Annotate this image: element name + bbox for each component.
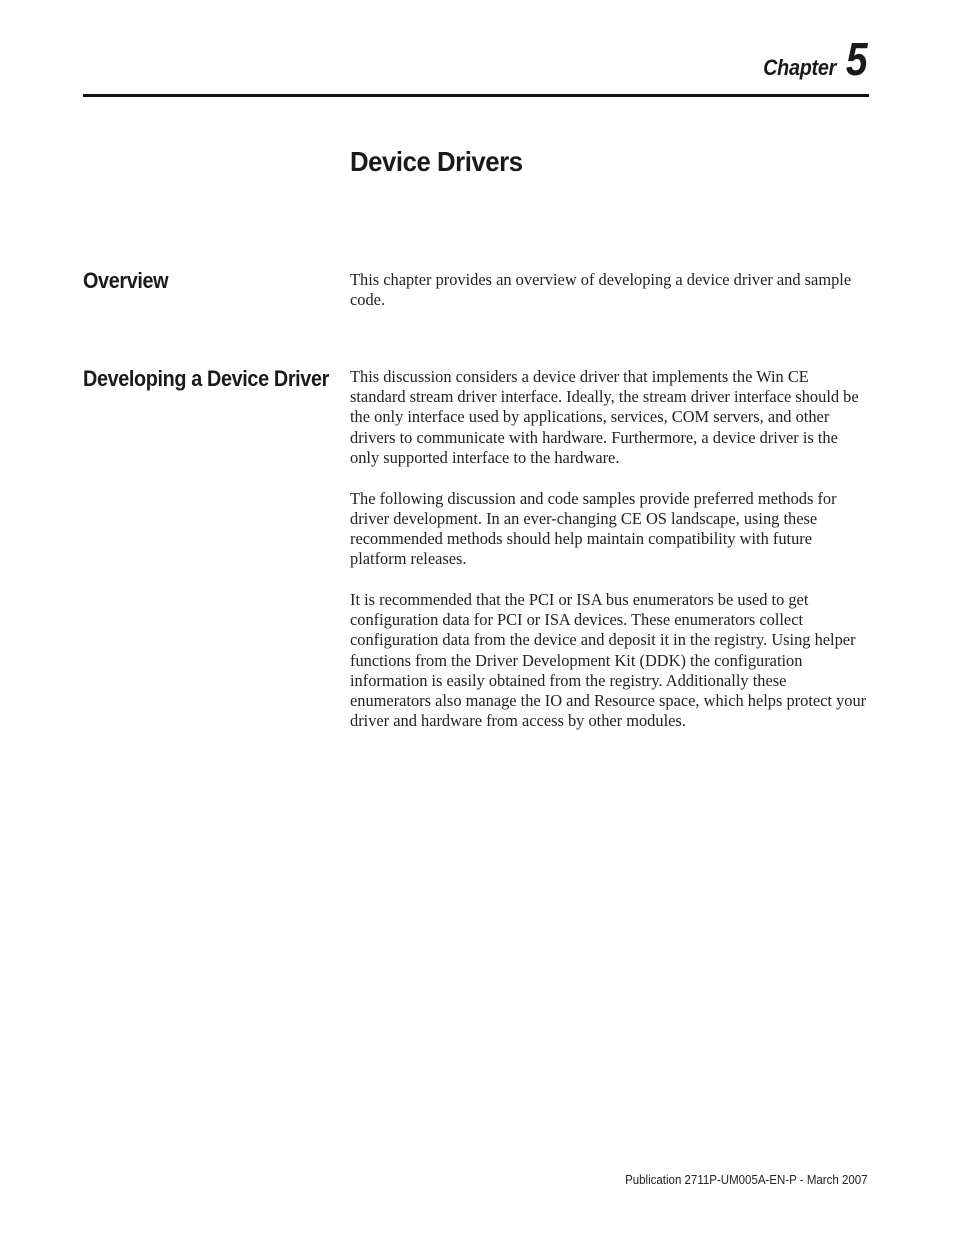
paragraph: This chapter provides an overview of developing a device driver and sample code. [350, 270, 852, 310]
chapter-label: Chapter [763, 55, 837, 80]
section-body-developing [350, 367, 868, 752]
header-rule [83, 94, 869, 97]
paragraph: The following discussion and code samples provide preferred methods for driver development. In an ever-changing CE OS landscape, using these recommended methods should help maintain compatibility with future platform releases. [350, 488, 837, 569]
section-body-overview [350, 270, 868, 331]
paragraph: This discussion considers a device driver that implements the Win CE standard stream driver interface. Ideally, the stream driver interface should be the only interface used by applications, services, COM servers, and other drivers to communicate with hardware. Furthermore, a device driver is the only supported interface to the hardware. [350, 367, 859, 467]
chapter-number: 5 [846, 33, 868, 85]
publication-footer: Publication 2711P-UM005A-EN-P - March 2007 [625, 1173, 868, 1187]
page-title: Device Drivers [350, 146, 523, 177]
paragraph: It is recommended that the PCI or ISA bus enumerators be used to get configuration data for PCI or ISA devices. These enumerators collect configuration data from the device and deposit it in the registry. Using helper functions from the Driver Development Kit (DDK) the configuration information is easily obtained from the registry. Additionally these enumerators also manage the IO and Resource space, which helps protect your driver and hardware from access by other modules. [350, 590, 867, 731]
section-heading-developing: Developing a Device Driver [83, 366, 329, 391]
chapter-header [755, 33, 868, 85]
section-heading-overview: Overview [83, 268, 169, 293]
